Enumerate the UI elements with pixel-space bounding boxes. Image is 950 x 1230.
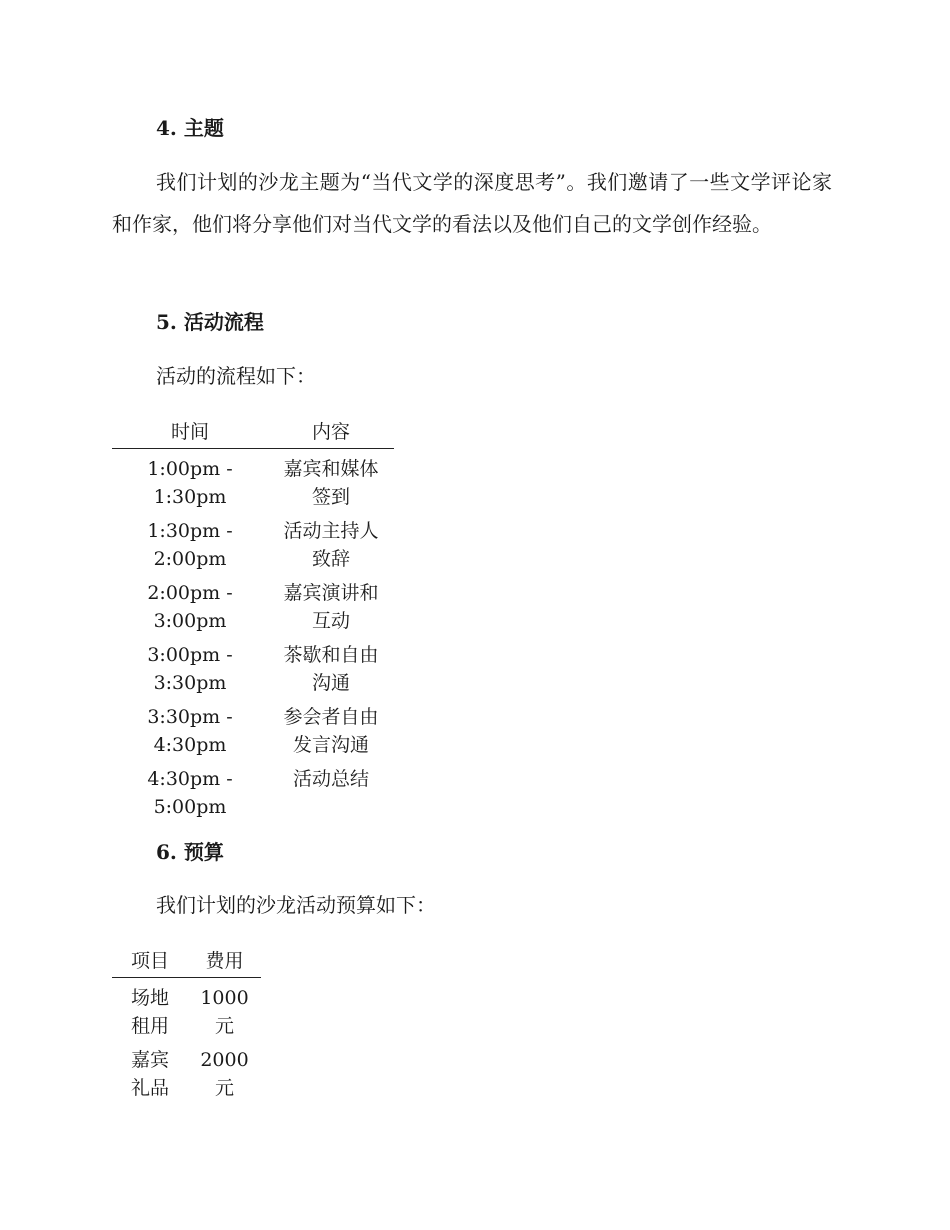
- schedule-time: 1:00pm - 1:30pm: [147, 458, 233, 508]
- schedule-col-time: 时间: [112, 418, 268, 449]
- schedule-time: 3:00pm - 3:30pm: [147, 644, 233, 694]
- table-row: [112, 573, 394, 635]
- budget-item: 场地租用: [130, 987, 169, 1037]
- schedule-header-row: [112, 418, 394, 449]
- schedule-content: 茶歇和自由沟通: [283, 644, 379, 694]
- table-row: [112, 1040, 261, 1102]
- budget-header-row: [112, 947, 261, 978]
- schedule-content: 活动主持人致辞: [283, 520, 379, 570]
- budget-col-item: 项目: [112, 947, 188, 978]
- budget-cost: 2000元: [200, 1049, 249, 1099]
- schedule-time: 3:30pm - 4:30pm: [147, 706, 233, 756]
- section-heading-theme: 4. 主题: [156, 116, 224, 140]
- schedule-time: 4:30pm - 5:00pm: [147, 768, 233, 818]
- table-row: [112, 697, 394, 759]
- schedule-table: [112, 418, 394, 821]
- schedule-content: 活动总结: [292, 768, 369, 790]
- budget-col-cost: 费用: [188, 947, 261, 978]
- theme-paragraph: 我们计划的沙龙主题为“当代文学的深度思考”。我们邀请了一些文学评论家和作家，他们将分享他们对当代文学的看法以及他们自己的文学创作经验。: [112, 170, 832, 236]
- budget-intro: 我们计划的沙龙活动预算如下：: [156, 893, 436, 917]
- schedule-content: 嘉宾演讲和互动: [283, 582, 379, 632]
- table-row: [112, 635, 394, 697]
- section-heading-schedule: 5. 活动流程: [156, 310, 264, 334]
- table-row: [112, 449, 394, 512]
- budget-cost: 1000元: [200, 987, 249, 1037]
- budget-item: 嘉宾礼品: [130, 1049, 169, 1099]
- schedule-content: 嘉宾和媒体签到: [283, 458, 379, 508]
- schedule-col-content: 内容: [268, 418, 394, 449]
- budget-table: [112, 947, 261, 1102]
- schedule-time: 2:00pm - 3:00pm: [147, 582, 233, 632]
- schedule-time: 1:30pm - 2:00pm: [147, 520, 233, 570]
- table-row: [112, 978, 261, 1041]
- schedule-content: 参会者自由发言沟通: [283, 706, 379, 756]
- table-row: [112, 511, 394, 573]
- section-heading-budget: 6. 预算: [156, 840, 224, 864]
- schedule-intro: 活动的流程如下：: [156, 364, 316, 388]
- table-row: [112, 759, 394, 821]
